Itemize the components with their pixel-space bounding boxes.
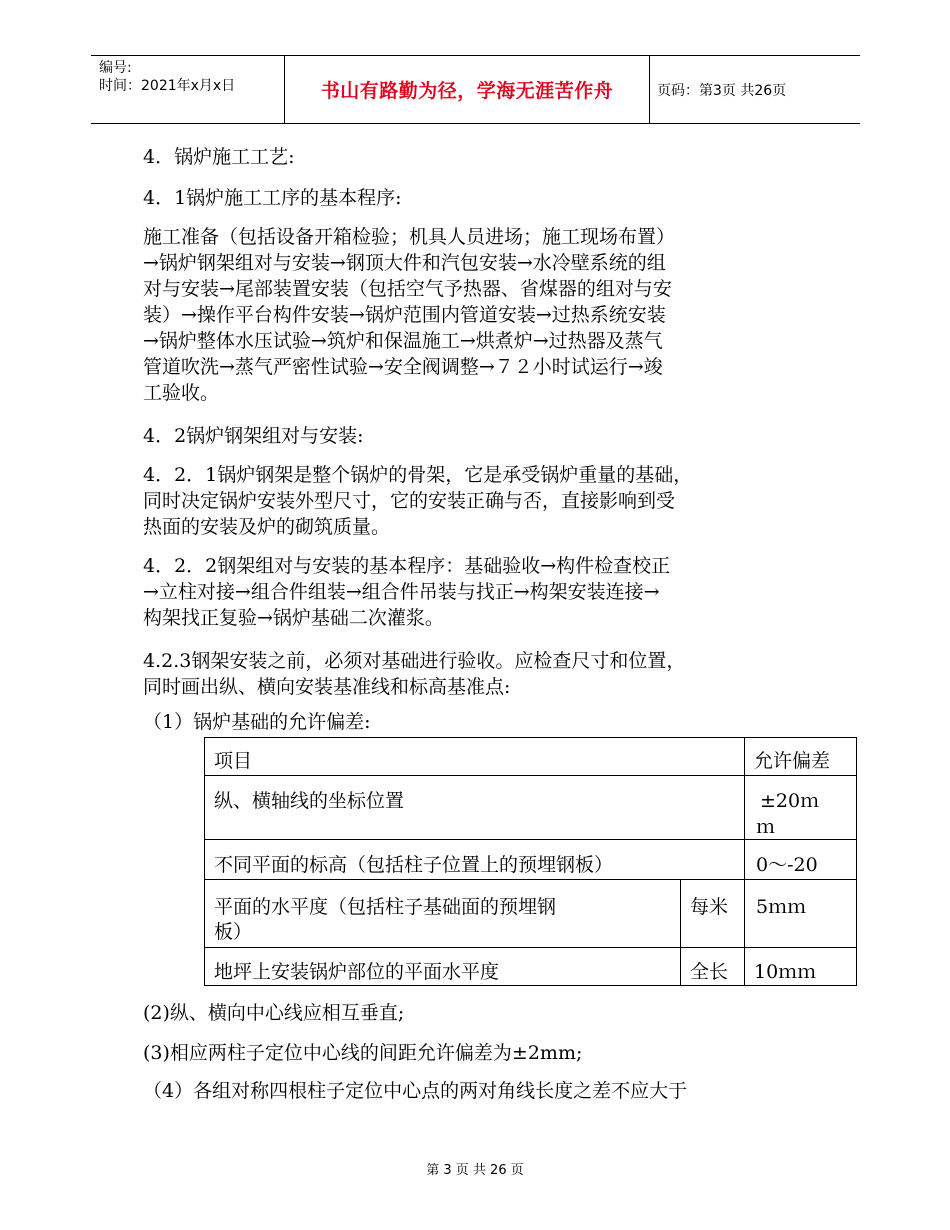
header-page-info: 页码：第3页 共26页: [657, 83, 787, 99]
tolerance-table: [204, 737, 857, 986]
section-4-1-line: 工验收。: [143, 382, 220, 404]
page-footer: 第 3 页 共 26 页: [426, 1163, 524, 1178]
table-cell: 地坪上安装锅炉部位的平面水平度: [214, 961, 500, 983]
section-4-1-line: →锅炉钢架组对与安装→钢顶大件和汽包安装→水冷壁系统的组: [143, 252, 666, 274]
table-header-tolerance: 允许偏差: [754, 750, 831, 772]
page-header: [91, 55, 860, 124]
table-cell: ±20ｍ: [760, 790, 820, 812]
section-4-2-title: 4．2锅炉钢架组对与安装:: [143, 425, 364, 447]
section-4-1-line: →锅炉整体水压试验→筑炉和保温施工→烘煮炉→过热器及蒸气: [143, 330, 663, 352]
section-4-1-line: 装）→操作平台构件安装→锅炉范围内管道安装→过热系统安装: [143, 304, 666, 326]
section-4-2-1-line: 热面的安装及炉的砌筑质量。: [143, 516, 391, 538]
header-time-label: 时间：2021年x月x日: [99, 78, 236, 94]
section-4-1-line: 管道吹洗→蒸气严密性试验→安全阀调整→７２小时试运行→竣: [143, 356, 663, 378]
item-1-title: （1）锅炉基础的允许偏差:: [143, 711, 371, 733]
table-cell: 平面的水平度（包括柱子基础面的预埋钢: [214, 896, 557, 918]
header-meta: [99, 59, 235, 95]
table-rule: [680, 879, 681, 986]
section-4-2-1-line: 4．2．1锅炉钢架是整个锅炉的骨架，它是承受锅炉重量的基础，: [143, 464, 693, 486]
table-rule: [204, 879, 857, 880]
section-4-title: 4．锅炉施工工艺:: [143, 146, 295, 168]
section-4-2-2-line: 4．2．2钢架组对与安装的基本程序：基础验收→构件检查校正: [143, 555, 671, 577]
table-cell: 板）: [214, 921, 253, 943]
table-cell: 0～-20: [756, 854, 818, 876]
table-rule: [204, 737, 205, 986]
section-4-1-line: 施工准备（包括设备开箱检验；机具人员进场；施工现场布置）: [143, 226, 676, 248]
item-3: (3)相应两柱子定位中心线的间距允许偏差为±2mm;: [143, 1042, 583, 1064]
section-4-2-3-line: 4.2.3钢架安装之前，必须对基础进行验收。应检查尺寸和位置，: [143, 650, 686, 672]
section-4-1-line: 对与安装→尾部装置安装（包括空气予热器、省煤器的组对与安: [143, 278, 672, 300]
table-cell: ｍ: [756, 816, 776, 838]
table-cell: 5ｍｍ: [756, 896, 807, 918]
table-rule: [204, 947, 857, 948]
table-rule: [204, 775, 857, 776]
section-4-2-2-line: →立柱对接→组合件组装→组合件吊装与找正→构架安装连接→: [143, 581, 660, 603]
table-rule: [856, 737, 857, 986]
item-4: （4）各组对称四根柱子定位中心点的两对角线长度之差不应大于: [143, 1080, 688, 1102]
header-number-label: 编号:: [99, 60, 132, 76]
table-rule: [744, 737, 745, 986]
table-cell: 不同平面的标高（包括柱子位置上的预埋钢板）: [214, 854, 614, 876]
table-cell: 纵、横轴线的坐标位置: [214, 790, 405, 812]
table-cell: 全长: [690, 961, 729, 983]
table-cell: 10ｍｍ: [754, 961, 817, 983]
section-4-2-3-line: 同时画出纵、横向安装基准线和标高基准点:: [143, 676, 511, 698]
table-rule: [204, 737, 857, 738]
table-cell: 每米: [690, 896, 729, 918]
header-motto: 书山有路勤为径，学海无涯苦作舟: [320, 80, 614, 102]
section-4-2-1-line: 同时决定锅炉安装外型尺寸，它的安装正确与否，直接影响到受: [143, 490, 676, 512]
section-4-1-title: 4．1锅炉施工工序的基本程序:: [143, 187, 402, 209]
header-divider: [649, 56, 650, 123]
section-4-2-2-line: 构架找正复验→锅炉基础二次灌浆。: [143, 607, 444, 629]
table-rule: [204, 985, 857, 986]
item-2: (2)纵、横向中心线应相互垂直;: [143, 1002, 405, 1024]
table-header-item: 项目: [214, 750, 253, 772]
